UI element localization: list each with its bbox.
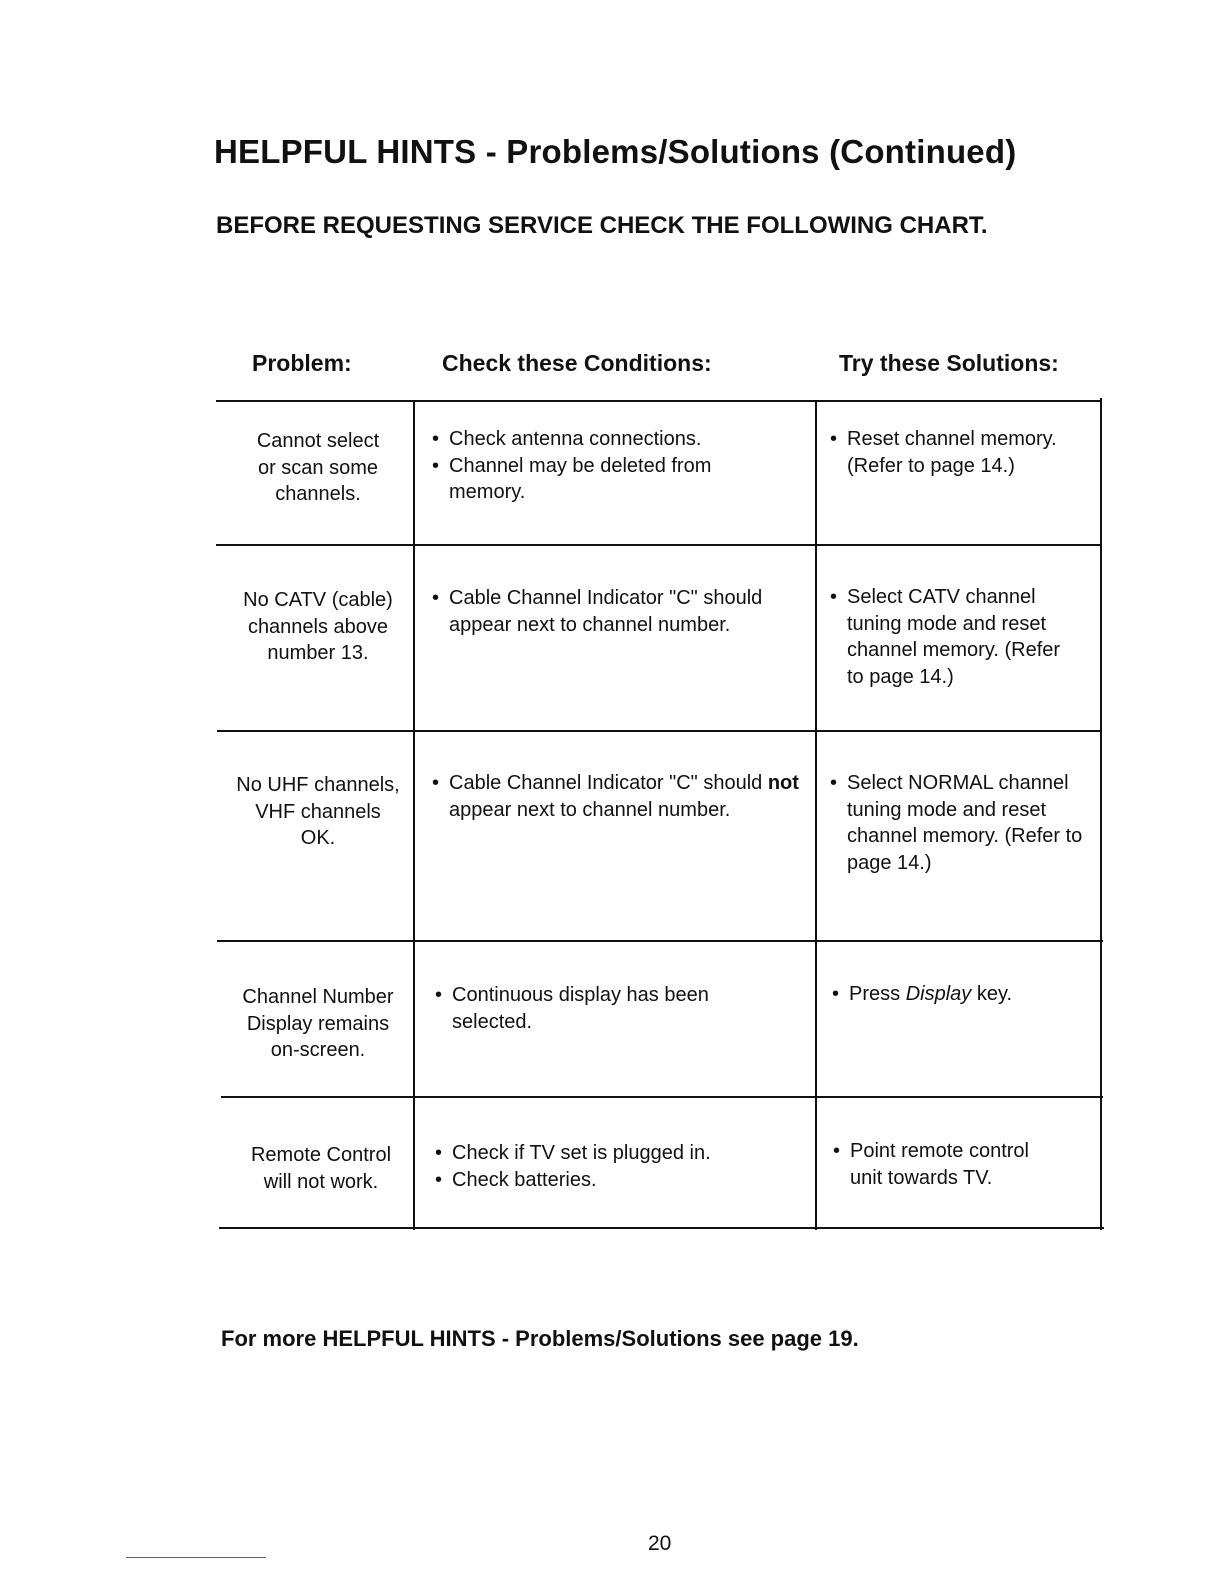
problem-line: channels above bbox=[247, 615, 389, 638]
check-item: • Check if TV set is plugged in. bbox=[435, 1140, 805, 1167]
solution-cell bbox=[833, 1138, 1063, 1191]
problem-line: number 13. bbox=[267, 642, 369, 664]
solution-cell bbox=[830, 426, 1092, 479]
solution-item bbox=[832, 981, 1087, 1008]
solution-text: key. bbox=[971, 983, 1013, 1005]
check-item: • Cable Channel Indicator "C" should appear next to channel number. bbox=[432, 585, 807, 638]
column-header-problem: Problem: bbox=[252, 350, 352, 376]
table-rule bbox=[217, 940, 1103, 942]
solution-item: • Point remote control unit towards TV. bbox=[833, 1138, 1063, 1191]
table-rule bbox=[221, 1096, 1103, 1098]
footer-note: For more HELPFUL HINTS - Problems/Solutions see page 19. bbox=[221, 1326, 859, 1351]
check-item bbox=[432, 770, 814, 823]
problem-cell bbox=[218, 772, 418, 852]
problem-cell bbox=[221, 1142, 421, 1195]
check-text: appear next to channel number. bbox=[449, 798, 731, 821]
problem-cell bbox=[218, 428, 418, 508]
check-emphasis: not bbox=[767, 772, 799, 794]
check-item: • Continuous display has been selected. bbox=[435, 982, 755, 1035]
problem-line: Cannot select bbox=[256, 430, 380, 452]
problem-line: No CATV (cable) bbox=[243, 589, 393, 611]
solution-item: • Select NORMAL channel tuning mode and reset channel memory. (Refer to page 14.) bbox=[830, 770, 1095, 876]
scan-artifact-line bbox=[126, 1557, 266, 1558]
solution-text: Press bbox=[849, 983, 906, 1005]
check-cell bbox=[432, 426, 802, 506]
page-subtitle: BEFORE REQUESTING SERVICE CHECK THE FOLLOWING CHART. bbox=[216, 212, 988, 239]
solution-emphasis: Display bbox=[905, 983, 972, 1005]
problem-line: channels. bbox=[275, 483, 361, 505]
check-cell bbox=[432, 770, 814, 823]
page-title: HELPFUL HINTS - Problems/Solutions (Continued) bbox=[214, 133, 1017, 170]
check-cell bbox=[435, 982, 755, 1035]
problem-line: OK. bbox=[300, 827, 336, 849]
table-rule bbox=[217, 730, 1102, 732]
problem-line: Channel Number bbox=[242, 986, 394, 1008]
check-text: Cable Channel Indicator "C" should bbox=[449, 772, 768, 794]
table-divider bbox=[1100, 398, 1102, 1230]
problem-line: Remote Control bbox=[250, 1144, 392, 1166]
solution-item: • Reset channel memory. (Refer to page 14.) bbox=[830, 426, 1092, 479]
table-divider bbox=[815, 400, 817, 1230]
problem-line: VHF channels bbox=[255, 800, 381, 823]
table-rule bbox=[219, 1227, 1104, 1229]
check-item: • Channel may be deleted from memory. bbox=[432, 453, 769, 506]
problem-line: No UHF channels, bbox=[236, 774, 400, 796]
check-item: • Check antenna connections. bbox=[432, 426, 802, 453]
column-header-check: Check these Conditions: bbox=[442, 350, 712, 376]
problem-line: or scan some bbox=[257, 456, 379, 479]
table-rule bbox=[216, 400, 1102, 402]
solution-cell bbox=[832, 981, 1087, 1008]
problem-cell bbox=[218, 587, 418, 667]
check-cell bbox=[432, 585, 807, 638]
problem-line: Display remains bbox=[246, 1012, 390, 1035]
solution-cell bbox=[830, 584, 1075, 690]
problem-line: will not work. bbox=[263, 1170, 379, 1193]
problem-cell bbox=[218, 984, 418, 1064]
table-rule bbox=[216, 544, 1102, 546]
solution-cell bbox=[830, 770, 1095, 876]
check-item: • Check batteries. bbox=[435, 1167, 805, 1194]
problem-line: on-screen. bbox=[270, 1039, 366, 1061]
check-cell bbox=[435, 1140, 805, 1193]
page-number: 20 bbox=[648, 1532, 672, 1555]
column-header-solutions: Try these Solutions: bbox=[839, 350, 1059, 376]
solution-item: • Select CATV channel tuning mode and reset channel memory. (Refer to page 14.) bbox=[830, 584, 1075, 690]
